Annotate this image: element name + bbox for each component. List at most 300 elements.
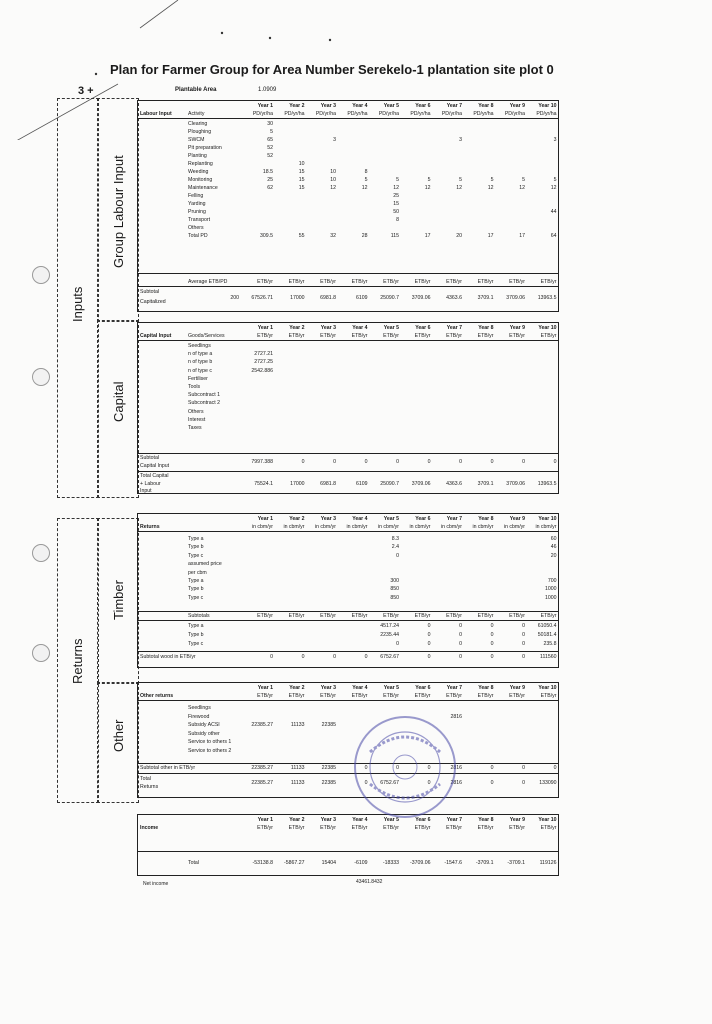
unit-header: in cbm/yr — [409, 524, 431, 530]
cell-value: 20 — [456, 233, 462, 239]
table-rule — [138, 651, 558, 652]
unit-header: ETB/yr — [414, 333, 431, 339]
cell-value: 5 — [396, 177, 399, 183]
avg-label: Average ETB/PD — [188, 279, 228, 285]
unit-header: ETB/yr — [540, 825, 557, 831]
cell-value: 12 — [487, 185, 494, 191]
cell-value: 0 — [522, 765, 525, 771]
cell-value: 850 — [390, 586, 399, 593]
cell-value: 0 — [364, 780, 368, 786]
row-label: n of type c — [188, 367, 212, 374]
row-label: SWCM — [188, 137, 205, 143]
cell-value: 50 — [393, 209, 399, 215]
cell-value: 22385 — [321, 765, 336, 771]
unit-header: ETB/yr — [414, 693, 431, 699]
plantable-area-label: Plantable Area — [175, 87, 217, 93]
year-header: Year 5 — [383, 685, 399, 691]
unit-header: ETB/yr — [351, 333, 368, 339]
cell-value: 0 — [333, 459, 336, 465]
cell-value: 4363.6 — [446, 481, 462, 487]
row-label: Type b — [188, 632, 204, 638]
row-label: Total PD — [188, 233, 208, 239]
cell-value: 25090.7 — [380, 295, 399, 301]
cell-value: 0 — [459, 459, 462, 465]
unit-header: ETB/yr — [257, 613, 273, 619]
cell-value: 1000 — [544, 586, 557, 593]
cell-value: 0 — [522, 632, 525, 638]
year-header: Year 5 — [383, 103, 399, 109]
cell-value: 75524.1 — [254, 481, 273, 487]
unit-header: in cbm/yr — [535, 524, 557, 530]
net-income-value: 43461.8432 — [356, 879, 383, 885]
cell-value: 22385.27 — [251, 780, 273, 786]
cell-value: 3 — [333, 137, 336, 143]
cell-value: 0 — [270, 654, 273, 660]
row-label: Type b — [188, 544, 204, 551]
year-header: Year 4 — [352, 325, 368, 331]
unit-header: in cbm/yr — [503, 524, 525, 530]
unit-header: in cbm/yr — [251, 524, 273, 530]
section-header: Capital Input — [140, 333, 172, 339]
unit-header: ETB/yr — [320, 825, 336, 831]
year-header: Year 8 — [478, 685, 494, 691]
cell-value: 0 — [301, 654, 305, 660]
cell-value: 28 — [361, 233, 368, 239]
year-header: Year 3 — [320, 325, 336, 331]
cell-value: 15 — [298, 185, 305, 191]
unit-header: ETB/yr — [288, 693, 305, 699]
row-label: n of type b — [188, 359, 213, 366]
cell-value: 12 — [519, 185, 525, 191]
cell-value: 4517.24 — [380, 623, 399, 629]
cell-value: -3709.06 — [410, 860, 431, 866]
table-rule — [138, 611, 558, 612]
cell-value: 17 — [487, 233, 494, 239]
year-header: Year 4 — [352, 516, 368, 522]
row-label: Others — [188, 225, 204, 231]
cell-value: 15 — [298, 177, 305, 183]
unit-header: ETB/yr — [509, 613, 525, 619]
cell-value: 0 — [490, 623, 494, 629]
cell-value: 0 — [522, 654, 525, 660]
year-header: Year 8 — [478, 817, 494, 823]
unit-header: ETB/yr — [446, 693, 462, 699]
unit-header: ETB/yr — [320, 279, 336, 285]
unit-header: ETB/yr — [509, 279, 525, 285]
cell-value: 67526.71 — [251, 295, 273, 301]
cell-value: 6109 — [355, 295, 368, 301]
cell-value: 0 — [490, 765, 494, 771]
row-label: Type b — [188, 586, 204, 593]
year-header: Year 4 — [352, 103, 368, 109]
timber-table — [137, 513, 559, 668]
cell-value: 3 — [459, 137, 462, 143]
unit-header: PD/yr/ha — [410, 111, 431, 117]
year-header: Year 5 — [383, 325, 399, 331]
income-table — [137, 814, 559, 876]
cell-value: 2542.886 — [251, 367, 273, 374]
cell-value: 50181.4 — [537, 632, 557, 638]
cell-value: 2727.25 — [254, 359, 273, 366]
row-label: Pruning — [188, 209, 206, 215]
unit-header: ETB/yr — [477, 693, 494, 699]
cell-value: 25 — [393, 193, 399, 199]
unit-header: ETB/yr — [351, 279, 368, 285]
row-label: Fertiliser — [188, 375, 208, 382]
unit-header: ETB/yr — [288, 613, 305, 619]
year-header: Year 10 — [538, 103, 557, 109]
cell-value: 0 — [396, 552, 399, 559]
cell-value: 22385.27 — [251, 765, 273, 771]
row-label: Planting — [188, 153, 207, 159]
unit-header: in cbm/yr — [283, 524, 305, 530]
unit-header: ETB/yr — [288, 333, 305, 339]
table-rule — [138, 286, 558, 287]
year-header: Year 6 — [415, 103, 431, 109]
unit-header: in cbm/yr — [472, 524, 494, 530]
cell-value: 111560 — [539, 654, 557, 660]
year-header: Year 7 — [446, 325, 462, 331]
year-header: Year 10 — [538, 685, 557, 691]
year-header: Year 6 — [415, 325, 431, 331]
cell-value: 8.3 — [391, 536, 399, 542]
year-header: Year 8 — [478, 325, 494, 331]
row-label: Others — [188, 408, 204, 415]
unit-header: ETB/yr — [540, 693, 557, 699]
punch-hole — [32, 266, 50, 284]
cell-value: 3709.06 — [506, 295, 525, 301]
table-rule — [138, 453, 558, 454]
row-label: Subcontract 1 — [188, 392, 221, 399]
unit-header: ETB/yr — [320, 333, 336, 339]
row-label: Type c — [188, 552, 204, 559]
cell-value: 3 — [553, 137, 557, 143]
unit-header: ETB/yr — [540, 613, 557, 619]
total-label: Total — [140, 776, 151, 782]
cell-value: 5 — [553, 177, 557, 183]
year-header: Year 2 — [289, 817, 305, 823]
cell-value: 8 — [396, 217, 399, 223]
inputs-label: Inputs — [70, 286, 85, 322]
other-label: Other — [111, 719, 126, 752]
unit-header: PD/yr/ha — [441, 111, 462, 117]
cell-value: 46 — [550, 544, 557, 551]
capitalized-label: Capitalized — [140, 299, 166, 305]
cell-value: -53138.8 — [252, 860, 273, 866]
cell-value: 64 — [550, 233, 557, 239]
cell-value: 10 — [298, 161, 305, 167]
cell-value: 32 — [330, 233, 336, 239]
unit-header: ETB/yr — [477, 279, 494, 285]
cell-value: 0 — [396, 459, 399, 465]
cell-value: 300 — [390, 578, 399, 584]
year-header: Year 3 — [320, 103, 336, 109]
year-header: Year 9 — [509, 817, 525, 823]
cell-value: 0 — [522, 780, 525, 786]
cell-value: 12 — [550, 185, 557, 191]
unit-header: PD/yr/ha — [347, 111, 368, 117]
row-label: Ploughing — [188, 129, 212, 135]
capital-table — [137, 322, 559, 494]
page-title: Plan for Farmer Group for Area Number Serekelo-1 plantation site plot 0 — [110, 62, 554, 77]
net-income-label: Net income — [143, 881, 169, 887]
unit-header: PD/yr/ha — [315, 111, 336, 117]
table-rule — [138, 851, 558, 852]
cell-value: 309.5 — [260, 233, 273, 239]
cell-value: 22385.27 — [251, 722, 273, 728]
table-rule — [138, 471, 558, 472]
year-header: Year 8 — [478, 103, 494, 109]
year-header: Year 1 — [257, 325, 273, 331]
cell-value: 22385 — [321, 780, 336, 786]
cell-value: 44 — [550, 209, 557, 215]
cell-value: 3709.06 — [506, 481, 525, 487]
year-header: Year 2 — [289, 516, 305, 522]
cell-value: 5 — [459, 177, 462, 183]
cell-value: 13963.5 — [537, 481, 557, 487]
row-label: Transport — [188, 217, 211, 223]
cell-value: 5 — [427, 177, 431, 183]
section-header: Income — [140, 825, 159, 831]
cell-value: 5 — [522, 177, 525, 183]
section-header: Labour Input — [140, 111, 172, 117]
unit-header: ETB/yr — [257, 693, 273, 699]
cell-value: 3709.06 — [411, 295, 431, 301]
row-label: Maintenance — [188, 185, 218, 191]
cell-value: 6981.8 — [320, 295, 336, 301]
cell-value: 60 — [550, 536, 557, 542]
cell-value: -18333 — [382, 860, 399, 866]
section-header: Returns — [140, 524, 160, 530]
total-label: Returns — [140, 784, 159, 790]
table-rule — [138, 763, 558, 764]
cell-value: 0 — [490, 641, 494, 647]
unit-header: ETB/yr — [509, 693, 525, 699]
total-label: + Labour — [140, 481, 161, 487]
unit-header: PD/yr/ha — [473, 111, 494, 117]
unit-header: ETB/yr — [446, 279, 462, 285]
cell-value: 12 — [330, 185, 336, 191]
unit-header: ETB/yr — [540, 333, 557, 339]
punch-hole — [32, 544, 50, 562]
labour-table — [137, 100, 559, 312]
row-label: n of type a — [188, 351, 213, 358]
row-label: Felling — [188, 193, 204, 199]
year-header: Year 3 — [320, 685, 336, 691]
total-label: Total — [188, 860, 199, 866]
cell-value: 65 — [267, 137, 273, 143]
cell-value: 0 — [396, 641, 399, 647]
year-header: Year 6 — [415, 817, 431, 823]
unit-header: ETB/yr — [383, 693, 399, 699]
unit-header: in cbm/yr — [346, 524, 368, 530]
year-header: Year 4 — [352, 685, 368, 691]
unit-header: ETB/yr — [351, 693, 368, 699]
cell-value: 6752.67 — [380, 780, 399, 786]
section-number: 3 + — [78, 85, 94, 97]
total-label: Total Capital — [140, 473, 169, 479]
unit-header: ETB/yr — [257, 825, 273, 831]
year-header: Year 7 — [446, 817, 462, 823]
year-header: Year 1 — [257, 817, 273, 823]
year-header: Year 10 — [538, 325, 557, 331]
table-rule — [138, 340, 558, 341]
table-rule — [138, 700, 558, 701]
unit-header: ETB/yr — [414, 613, 431, 619]
unit-header: ETB/yr — [383, 613, 399, 619]
unit-header: ETB/yr — [320, 693, 336, 699]
punch-hole — [32, 368, 50, 386]
cell-value: -6109 — [354, 860, 368, 866]
unit-header: ETB/yr — [509, 825, 525, 831]
year-header: Year 6 — [415, 516, 431, 522]
unit-header: ETB/yr — [383, 333, 399, 339]
cell-value: 5 — [364, 177, 368, 183]
unit-header: ETB/yr — [383, 825, 399, 831]
other-returns-table — [137, 682, 559, 798]
row-label: Seedlings — [188, 343, 211, 349]
cell-value: 2235.44 — [380, 632, 399, 638]
cell-value: 0 — [427, 654, 431, 660]
cell-value: 0 — [427, 641, 431, 647]
table-rule — [138, 531, 558, 532]
cell-value: 0 — [490, 780, 494, 786]
cell-value: 62 — [267, 185, 273, 191]
year-header: Year 6 — [415, 685, 431, 691]
unit-header: ETB/yr — [477, 333, 494, 339]
cell-value: 0 — [490, 459, 494, 465]
unit-header: in cbm/yr — [377, 524, 399, 530]
cell-value: 11133 — [290, 780, 305, 786]
cell-value: 13963.5 — [537, 295, 557, 301]
cell-value: 11133 — [290, 765, 305, 771]
cell-value: 5 — [270, 129, 273, 135]
cell-value: 3709.1 — [477, 295, 494, 301]
cell-value: 0 — [522, 641, 525, 647]
cell-value: -1547.6 — [444, 860, 462, 866]
year-header: Year 1 — [257, 103, 273, 109]
year-header: Year 5 — [383, 817, 399, 823]
cell-value: 15 — [393, 201, 399, 207]
cell-value: 17000 — [290, 295, 305, 301]
cell-value: 0 — [427, 765, 431, 771]
subtotal-label: Subtotal other in ETB/yr — [140, 765, 196, 771]
cell-value: 0 — [522, 623, 525, 629]
subtotal-label: Subtotal — [140, 455, 160, 461]
cell-value: 12 — [393, 185, 399, 191]
cell-value: 0 — [459, 623, 462, 629]
cell-value: 0 — [427, 632, 431, 638]
cell-value: 0 — [553, 459, 557, 465]
year-header: Year 1 — [257, 685, 273, 691]
row-label: Type c — [188, 641, 204, 647]
row-label: Yarding — [188, 201, 206, 207]
year-header: Year 9 — [509, 685, 525, 691]
unit-header: ETB/yr — [383, 279, 399, 285]
official-stamp — [350, 712, 460, 822]
plantable-area-value: 1.0909 — [258, 87, 277, 93]
cell-value: 2816 — [450, 780, 462, 786]
cell-value: 0 — [333, 654, 336, 660]
cell-value: 17 — [519, 233, 525, 239]
cell-value: 0 — [364, 765, 368, 771]
row-label: Type a — [188, 623, 204, 629]
unit-header: ETB/yr — [320, 613, 336, 619]
cell-value: 30 — [267, 121, 273, 127]
punch-hole — [32, 644, 50, 662]
cell-value: 6981.8 — [320, 481, 336, 487]
unit-header: PD/yr/ha — [378, 111, 399, 117]
year-header: Year 7 — [446, 103, 462, 109]
cell-value: 3709.06 — [411, 481, 431, 487]
cell-value: 52 — [267, 145, 273, 151]
year-header: Year 9 — [509, 516, 525, 522]
row-label: Subsidy ACSI — [188, 722, 220, 728]
year-header: Year 10 — [538, 817, 557, 823]
year-header: Year 10 — [538, 516, 557, 522]
cell-value: 0 — [459, 632, 462, 638]
cell-value: 0 — [459, 641, 462, 647]
unit-header: ETB/yr — [540, 279, 557, 285]
cell-value: 11133 — [290, 722, 305, 728]
cell-value: 15404 — [321, 860, 336, 866]
year-header: Year 2 — [289, 685, 305, 691]
cell-value: 6109 — [355, 481, 368, 487]
cell-value: 22385 — [321, 722, 336, 728]
subtotals-label: Subtotals — [188, 613, 210, 619]
unit-header: ETB/yr — [351, 825, 368, 831]
unit-header: ETB/yr — [446, 825, 462, 831]
cell-value: 0 — [364, 459, 368, 465]
unit-header: in cbm/yr — [440, 524, 462, 530]
capital-label: Capital — [111, 381, 126, 422]
cell-value: 7997.388 — [251, 459, 273, 465]
row-label: Replanting — [188, 161, 213, 167]
row-label: Pit preparation — [188, 145, 222, 151]
year-header: Year 2 — [289, 325, 305, 331]
cell-value: 10 — [330, 177, 336, 183]
unit-header: ETB/yr — [288, 279, 305, 285]
unit-header: in cbm/yr — [314, 524, 336, 530]
cell-value: 1000 — [544, 594, 557, 601]
unit-header: ETB/yr — [414, 279, 431, 285]
subtotal-sub: Capital Input — [140, 463, 170, 469]
cell-value: 4363.6 — [446, 295, 462, 301]
year-header: Year 2 — [289, 103, 305, 109]
year-header: Year 8 — [478, 516, 494, 522]
unit-header: ETB/yr — [257, 333, 273, 339]
subtotal-label: Subtotal — [140, 289, 160, 295]
table-rule — [138, 773, 558, 774]
cell-value: 235.8 — [543, 641, 557, 647]
cell-value: 0 — [427, 780, 431, 786]
unit-header: ETB/yr — [446, 333, 462, 339]
cell-value: 0 — [427, 459, 431, 465]
cell-value: 133090 — [539, 780, 557, 786]
column-label: Activity — [188, 111, 205, 117]
row-label: per cbm — [188, 569, 207, 576]
unit-header: ETB/yr — [414, 825, 431, 831]
unit-header: PD/yr/ha — [284, 111, 305, 117]
cell-value: 0 — [301, 459, 305, 465]
year-header: Year 3 — [320, 516, 336, 522]
row-label: Service to others 2 — [188, 747, 232, 754]
row-label: Taxes — [188, 425, 202, 431]
cell-value: 119126 — [539, 860, 557, 866]
cell-value: 6752.67 — [380, 654, 399, 660]
cell-value: 700 — [547, 578, 557, 584]
cell-value: 0 — [459, 654, 462, 660]
